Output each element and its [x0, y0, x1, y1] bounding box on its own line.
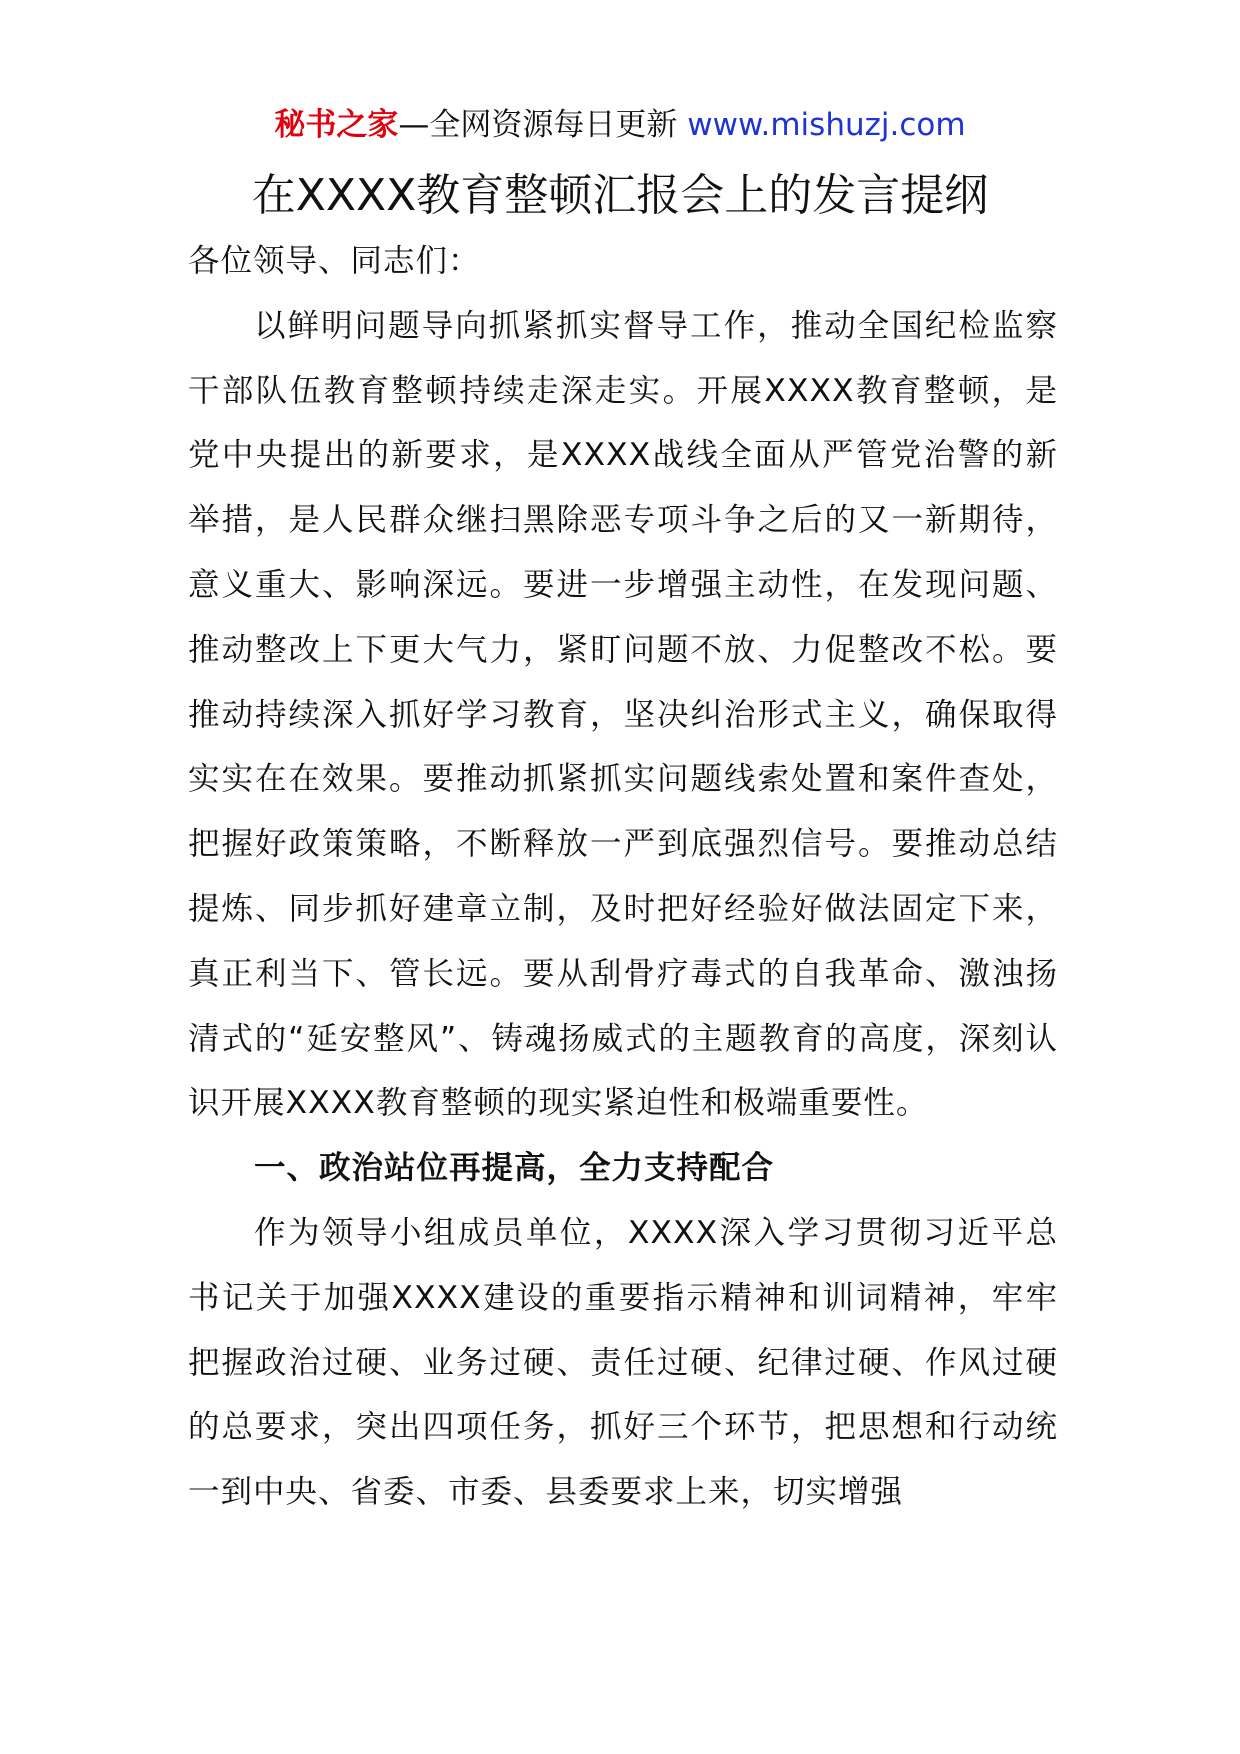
- section-paragraph: 作为领导小组成员单位，XXXX深入学习贯彻习近平总书记关于加强XXXX建设的重要指示精神和训词精神，牢牢把握政治过硬、业务过硬、责任过硬、纪律过硬、作风过硬的总要求，突出四项任务，抓好三个环节，把思想和行动统一到中央、省委、市委、县委要求上来，切实增强: [188, 1214, 1058, 1511]
- salutation: 各位领导、同志们：: [188, 243, 481, 279]
- site-url-link[interactable]: www.mishuzj.com: [687, 107, 966, 143]
- site-slogan: —全网资源每日更新: [398, 107, 688, 143]
- document-title: 在XXXX教育整顿汇报会上的发言提纲: [251, 170, 989, 221]
- site-banner: [0, 100, 1240, 150]
- document-body: [188, 229, 1058, 1525]
- section-heading: 一、政治站位再提高，全力支持配合: [254, 1150, 775, 1187]
- site-brand: 秘书之家: [274, 107, 399, 143]
- intro-paragraph: 以鲜明问题导向抓紧抓实督导工作，推动全国纪检监察干部队伍教育整顿持续走深走实。开展XXXX教育整顿，是党中央提出的新要求，是XXXX战线全面从严管党治警的新举措，是人民群众继扫黑除恶专项斗争之后的又一新期待，意义重大、影响深远。要进一步增强主动性，在发现问题、推动整改上下更大气力，紧盯问题不放、力促整改不松。要推动持续深入抓好学习教育，坚决纠治形式主义，确保取得实实在在效果。要推动抓紧抓实问题线索处置和案件查处，把握好政策策略，不断释放一严到底强烈信号。要推动总结提炼、同步抓好建章立制，及时把好经验好做法固定下来，真正利当下、管长远。要从刮骨疗毒式的自我革命、激浊扬清式的“延安整风”、铸魂扬威式的主题教育的高度，深刻认识开展XXXX教育整顿的现实紧迫性和极端重要性。: [188, 307, 1058, 1122]
